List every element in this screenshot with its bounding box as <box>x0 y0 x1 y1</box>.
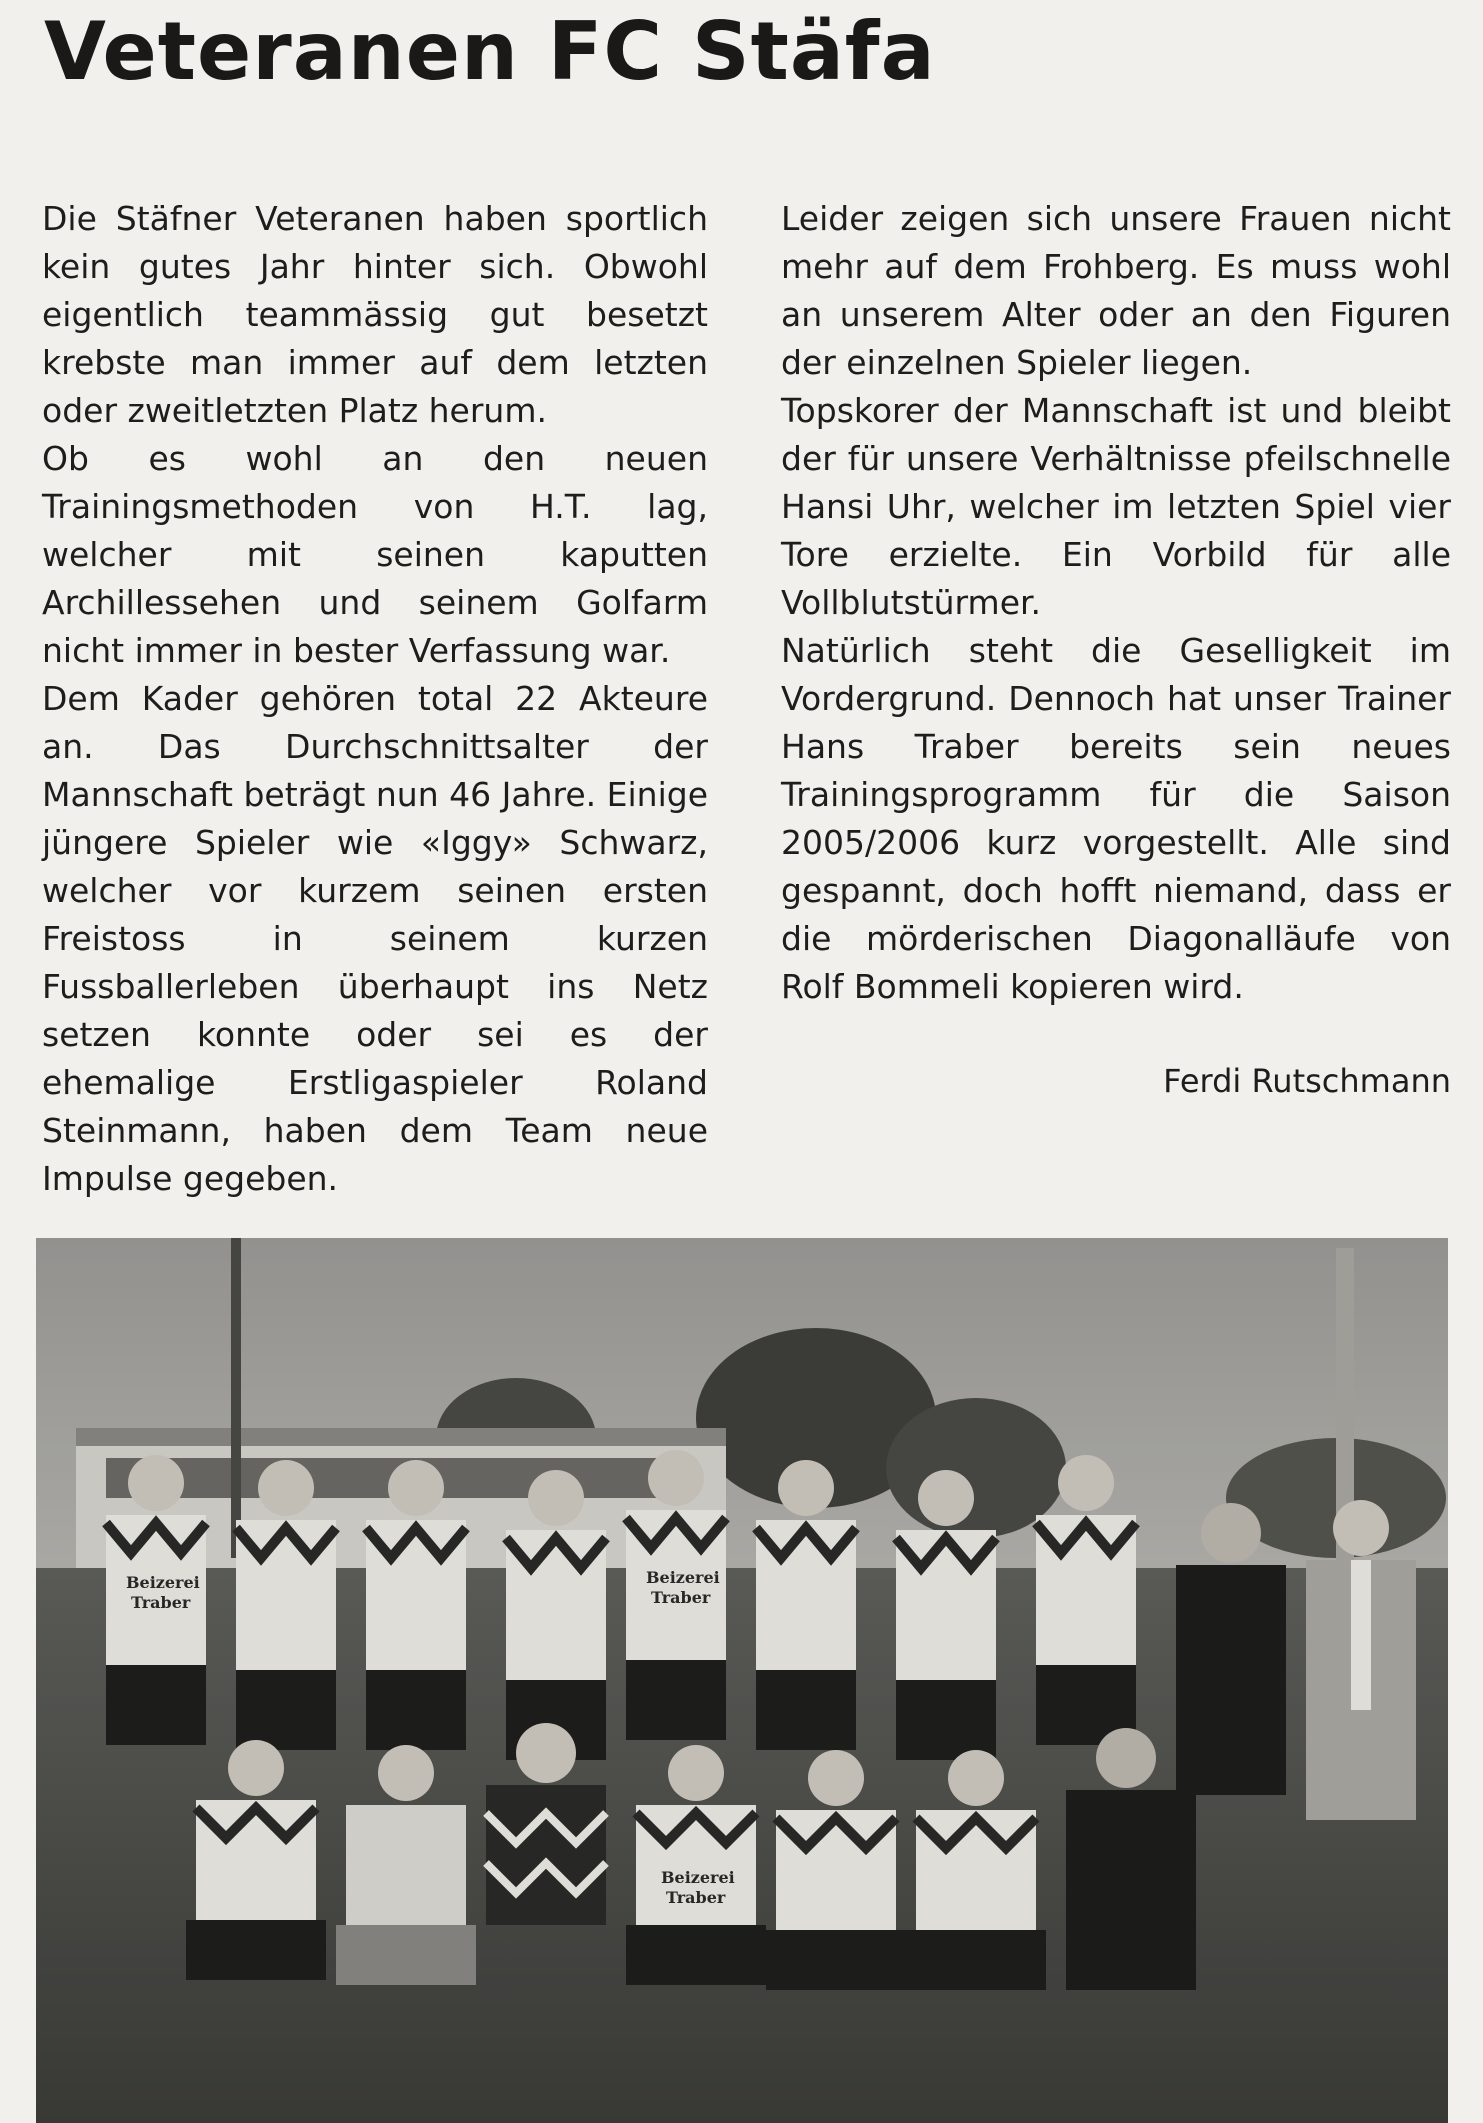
shirt-sponsor: Beizerei <box>646 1568 720 1587</box>
paragraph: Die Stäfner Veteranen haben sportlich kein gutes Jahr hinter sich. Obwohl eigentlich teammässig gut besetzt krebste man immer auf dem letzten oder zweitletzten Platz herum. <box>42 199 708 430</box>
article-column-right <box>781 195 1451 1011</box>
article-title: Veteranen FC Stäfa <box>44 5 936 98</box>
paragraph: Dem Kader gehören total 22 Akteure an. Das Durchschnittsalter der Mannschaft beträgt nun 46 Jahre. Einige jüngere Spieler wie «Iggy» Schwarz, welcher vor kurzem seinen ersten Freistoss in seinem kurzen Fussballerleben überhaupt ins Netz setzen konnte oder sei es der ehemalige Erstligaspieler Roland Steinmann, haben dem Team neue Impulse gegeben. <box>42 679 708 1198</box>
shirt-sponsor: Traber <box>666 1888 726 1907</box>
shirt-sponsor: Beizerei <box>661 1868 735 1887</box>
paragraph: Ob es wohl an den neuen Trainingsmethoden von H.T. lag, welcher mit seinen kaputten Archillessehen und seinem Golfarm nicht immer in bester Verfassung war. <box>42 439 708 670</box>
shirt-sponsor: Traber <box>131 1593 191 1612</box>
shirt-sponsor: Traber <box>651 1588 711 1607</box>
shirt-sponsor: Beizerei <box>126 1573 200 1592</box>
author-signature: Ferdi Rutschmann <box>1163 1062 1451 1100</box>
paragraph: Topskorer der Mannschaft ist und bleibt der für unsere Verhältnisse pfeilschnelle Hansi Uhr, welcher im letzten Spiel vier Tore erzielte. Ein Vorbild für alle Vollblutstürmer. <box>781 391 1451 622</box>
article-column-left <box>42 195 708 1203</box>
team-photo <box>36 1238 1448 2123</box>
paragraph: Natürlich steht die Geselligkeit im Vordergrund. Dennoch hat unser Trainer Hans Traber bereits sein neues Trainingsprogramm für die Saison 2005/2006 kurz vorgestellt. Alle sind gespannt, doch hofft niemand, dass er die mörderischen Diagonalläufe von Rolf Bommeli kopieren wird. <box>781 631 1451 1006</box>
paragraph: Leider zeigen sich unsere Frauen nicht mehr auf dem Frohberg. Es muss wohl an unserem Alter oder an den Figuren der einzelnen Spieler liegen. <box>781 199 1451 382</box>
